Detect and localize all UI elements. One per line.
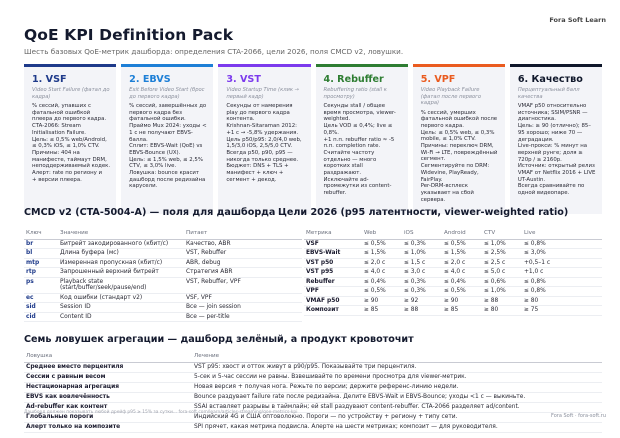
table-row xyxy=(24,363,602,373)
cmcd-table xyxy=(24,228,302,322)
table-row xyxy=(24,249,302,258)
cmcd-feeds: Стратегия ABR xyxy=(184,268,302,277)
cmcd-key: sid xyxy=(24,303,58,312)
target-cell: ≤ 1,5% xyxy=(442,249,482,258)
kpi-card-subtitle: Перцептуальный балл качества xyxy=(517,87,580,100)
table-row xyxy=(24,268,302,277)
target-cell: ≥ 92 xyxy=(402,296,442,305)
target-cell: ≤ 1,0% xyxy=(482,287,522,296)
target-cell: ≥ 90 xyxy=(362,296,402,305)
cmcd-key: ec xyxy=(24,293,58,302)
table-row xyxy=(24,383,602,393)
target-cell: ≤ 0,6% xyxy=(482,277,522,286)
target-cell: ≤ 2,5% xyxy=(482,249,522,258)
target-cell: +1,0 с xyxy=(522,268,602,277)
pitfalls-table xyxy=(24,351,602,433)
table-row xyxy=(24,277,302,293)
target-cell: ≤ 1,0% xyxy=(482,240,522,249)
kpi-card-text: VMAF p50 относительно источника; SSIM/PSNR — диагностика. Цель: ≥ 90 (отлично); 85–95 хорошо; ниже 70 — деградация. Live-прокси: % минут на верхней рунге; доля ≥ 720p / ≥ 2160p. Источник: открытый релиз VMAF от Netflix 2016 + LIVE UT-Austin. Всегда сравнивайте по одной видеопаре. xyxy=(517,103,596,197)
column-header: Android xyxy=(442,228,482,240)
target-cell: ≤ 0,5% xyxy=(442,240,482,249)
cmcd-feeds: Все — join session xyxy=(184,303,302,312)
kpi-card-subtitle: Video Start Failure (фатал до кадра) xyxy=(32,87,110,100)
table-row xyxy=(24,373,602,383)
column-header: Метрика xyxy=(304,228,362,240)
pitfall-remedy: SSAI вставляет разрывы в таймлайн; ей stall раздувают content-rebuffer. CTA-2066 разделяет ad/content. xyxy=(192,403,602,413)
target-cell: ≥ 88 xyxy=(402,306,442,315)
kpi-card-title: 3. VST xyxy=(226,74,261,85)
column-header: CTV xyxy=(482,228,522,240)
target-cell: ≥ 85 xyxy=(362,306,402,315)
footer-credit: Fora Soft · fora-soft.ru xyxy=(551,413,606,419)
table-row xyxy=(304,277,602,286)
cmcd-key: cid xyxy=(24,312,58,321)
metric-name: Композит xyxy=(304,306,362,315)
target-cell: ≤ 0,5% xyxy=(362,240,402,249)
pitfall-remedy: Индийский 4G и США оптоволокно. Пороги — по устройству + региону + типу сети. xyxy=(192,413,602,423)
target-cell: ≤ 1,5% xyxy=(362,249,402,258)
column-header: Значение xyxy=(58,228,184,240)
kpi-card-title: 5. VPF xyxy=(420,74,456,85)
column-header: Ловушка xyxy=(24,351,192,363)
target-cell: ≤ 0,8% xyxy=(522,240,602,249)
pitfall-name: Сессии с равным весом xyxy=(24,373,192,383)
kpi-card-subtitle: Rebuffering ratio (stall к просмотру) xyxy=(323,87,387,100)
metric-name: Rebuffer xyxy=(304,277,362,286)
column-header: Live xyxy=(522,228,602,240)
pitfall-name: Ad-rebuffer как контент xyxy=(24,403,192,413)
cmcd-key: mtp xyxy=(24,258,58,267)
kpi-card-title: 2. EBVS xyxy=(129,74,171,85)
table-row xyxy=(24,423,602,433)
target-cell: ≤ 0,8% xyxy=(522,287,602,296)
cmcd-value: Код ошибки (стандарт v2) xyxy=(58,293,184,302)
table-header-row xyxy=(304,228,602,240)
target-cell: ≤ 3,0% xyxy=(522,249,602,258)
table-row xyxy=(24,303,302,312)
target-cell: ≥ 80 xyxy=(482,306,522,315)
kpi-card-text: Секунды stall / общее время просмотра, viewer-weighted. Цель VOD ≤ 0,4%; live ≤ 0,8%. +1 п.п. rebuffer ratio ≈ -5 п.п. completion rate. Считайте частоту отдельно — много коротких stall раздражают. Исключайте ad-промежутки из content-rebuffer. xyxy=(323,103,396,197)
table-header-row xyxy=(24,228,302,240)
pitfall-name: Глобальные пороги xyxy=(24,413,192,423)
column-header: Питает xyxy=(184,228,302,240)
targets-heading: Цели 2026 (p95 латентности, viewer-weighted ratio) xyxy=(278,207,569,218)
metric-name: EBVS-Wait xyxy=(304,249,362,258)
table-row xyxy=(24,240,302,249)
kpi-card-rebuffer xyxy=(316,64,408,214)
table-row xyxy=(304,287,602,296)
table-row xyxy=(304,296,602,305)
kpi-card-vsf xyxy=(24,64,116,214)
target-cell: ≤ 2,0 с xyxy=(442,258,482,267)
brand-label: Fora Soft Learn xyxy=(549,16,606,24)
cmcd-feeds: ABR, debug xyxy=(184,258,302,267)
pitfalls-heading: Семь ловушек агрегации — дашборд зелёный, а продукт кровоточит xyxy=(24,334,414,345)
target-cell: +0,5–1 с xyxy=(522,258,602,267)
table-row xyxy=(304,249,602,258)
kpi-card-title: 1. VSF xyxy=(32,74,67,85)
kpi-card-vst xyxy=(218,64,310,214)
cmcd-value: Измеренная пропускная (кбит/с) xyxy=(58,258,184,267)
target-cell: ≤ 0,4% xyxy=(442,277,482,286)
target-cell: ≤ 0,8% xyxy=(522,277,602,286)
table-header-row xyxy=(24,351,602,363)
cmcd-key: bl xyxy=(24,249,58,258)
cmcd-feeds: VST, Rebuffer xyxy=(184,249,302,258)
target-cell: ≥ 85 xyxy=(442,306,482,315)
column-header: Лечение xyxy=(192,351,602,363)
target-cell: ≤ 0,3% xyxy=(402,277,442,286)
kpi-card-text: % сессий, завершённых до первого кадра без фатальной ошибки. Праймо Mux 2024: уходы < 1 с не получают EBVS-баллa. Сплит: EBVS-Wait (QoE) vs EBVS-Bounce (UX). Цель: ≤ 1,5% web, ≤ 2,5% CTV, ≤ 3,0% live. Ловушка: bounce красит дашборд после редизайна карусели. xyxy=(129,103,207,190)
table-row xyxy=(24,258,302,267)
kpi-card-quality xyxy=(510,64,602,214)
table-row xyxy=(304,268,602,277)
pitfall-remedy: Bounce раздувает failure rate после редизайна. Делите EBVS-Wait и EBVS-Bounce; уходы <1 с — выкиньте. xyxy=(192,393,602,403)
cmcd-feeds: Качество, ABR xyxy=(184,240,302,249)
cmcd-key: br xyxy=(24,240,58,249)
column-header: iOS xyxy=(402,228,442,240)
metric-name: VST p95 xyxy=(304,268,362,277)
cmcd-feeds: Все — per-title xyxy=(184,312,302,321)
target-cell: ≥ 80 xyxy=(522,296,602,305)
column-header: Web xyxy=(362,228,402,240)
metric-name: VPF xyxy=(304,287,362,296)
target-cell: ≤ 0,3% xyxy=(402,240,442,249)
metric-name: VST p50 xyxy=(304,258,362,267)
cmcd-feeds: VSF, VPF xyxy=(184,293,302,302)
kpi-card-subtitle: Exit Before Video Start (брос до первого кадра) xyxy=(129,87,205,100)
pitfall-name: EBVS как вовлечённость xyxy=(24,393,192,403)
pitfall-remedy: SPI прячет, какая метрика подвисла. Алерте на шести метриках; композит — для руководителя. xyxy=(192,423,602,433)
metric-name: VSF xyxy=(304,240,362,249)
table-row xyxy=(24,293,302,302)
cmcd-value: Session ID xyxy=(58,303,184,312)
table-row xyxy=(304,240,602,249)
column-header: Ключ xyxy=(24,228,58,240)
metric-name: VMAF p50 xyxy=(304,296,362,305)
table-row xyxy=(24,312,302,321)
page-title: QoE KPI Definition Pack xyxy=(24,26,234,44)
target-cell: ≥ 88 xyxy=(482,296,522,305)
table-row xyxy=(304,306,602,315)
footer-note: Дашборд должен показывать любой дрейф p95 ≥ 15% за сутки... fora-soft.com/learn/articles-streaming/qoe-metrics-kpi xyxy=(24,410,298,415)
kpi-card-subtitle: Video Playback Failure (фатал после первого кадра) xyxy=(420,87,482,106)
target-cell: ≤ 4,0 с xyxy=(442,268,482,277)
kpi-card-title: 6. Качество xyxy=(517,74,583,85)
target-cell: ≤ 2,0 с xyxy=(362,258,402,267)
page-subtitle: Шесть базовых QoE-метрик дашборда: определения CTA-2066, цели 2026, поля CMCD v2, ловушки. xyxy=(24,47,404,56)
kpi-card-text: % сессий, умерших фатальной ошибкой после первого кадра. Цель: ≤ 0,5% web, ≤ 0,3% mobile, ≤ 1,0% CTV. Причины: переключ DRM, Wi-Fi → LTE, повреждённый сегмент. Сегментируйте по DRM: Widevine, PlayReady, FairPlay. Per-DRM-всплеск указывает на сбой сервера. xyxy=(420,109,498,203)
cmcd-value: Битрейт закодированного (кбит/с) xyxy=(58,240,184,249)
kpi-card-vpf xyxy=(413,64,505,214)
target-cell: ≤ 0,5% xyxy=(362,287,402,296)
cmcd-value: Запрошенный верхний битрейт xyxy=(58,268,184,277)
table-row xyxy=(24,393,602,403)
target-cell: ≤ 1,5 с xyxy=(402,258,442,267)
kpi-card-text: Секунды от намерения play до первого кадра контента. Krishnan-Sitaraman 2012: +1 с → -5,8% удержания. Цель p50/p95: 2,0/4,0 web, 1,5/3,0 iOS, 2,5/5,0 CTV. Всегда p50, p90, p95 — никогда только среднее. Бюджет: DNS + TLS + манифест + ключ + сегмент + декод. xyxy=(226,103,302,183)
pitfall-name: Среднее вместо перцентиля xyxy=(24,363,192,373)
target-cell: ≥ 90 xyxy=(442,296,482,305)
targets-table xyxy=(304,228,602,316)
pitfall-remedy: VST p95: хвост и отток живут в p90/p95. Показывайте три перцентиля. xyxy=(192,363,602,373)
cmcd-value: Content ID xyxy=(58,312,184,321)
pitfall-remedy: Новая версия + получая нога. Режьте по версии; держите референс-линию недели. xyxy=(192,383,602,393)
cmcd-heading: CMCD v2 (CTA-5004-A) — поля для дашборда xyxy=(24,207,276,218)
kpi-card-title: 4. Rebuffer xyxy=(323,74,384,85)
pitfall-name: Алерт только на композите xyxy=(24,423,192,433)
cmcd-value: Длина буфера (мс) xyxy=(58,249,184,258)
target-cell: ≥ 75 xyxy=(522,306,602,315)
kpi-cards xyxy=(24,64,602,214)
cmcd-feeds: VST, Rebuffer, VPF xyxy=(184,277,302,293)
table-row xyxy=(304,258,602,267)
cmcd-key: ps xyxy=(24,277,58,293)
kpi-card-ebvs xyxy=(121,64,213,214)
cmcd-value: Playback state (start/buffer/seek/pause/end) xyxy=(58,277,184,293)
target-cell: ≤ 1,0% xyxy=(402,249,442,258)
target-cell: ≤ 0,5% xyxy=(442,287,482,296)
kpi-card-text: % сессий, упавших с фатальной ошибкой плеера до первого кадра. CTA-2066: Stream Initialisation Failure. Цель: ≤ 0,5% web/Android, ≤ 0,3% iOS, ≤ 1,0% CTV. Причины: 404 на манифесте, таймаут DRM, неподдерживаемый кодек. Алерт: rate по региону и + версии плеера. xyxy=(32,103,111,183)
target-cell: ≤ 3,0 с xyxy=(402,268,442,277)
target-cell: ≤ 0,3% xyxy=(402,287,442,296)
pitfall-remedy: 5-сек и 5-час сессии не равны. Взвешивайте по времени просмотра для viewer-метрик. xyxy=(192,373,602,383)
target-cell: ≤ 4,0 с xyxy=(362,268,402,277)
pitfall-name: Нестационарная агрегация xyxy=(24,383,192,393)
kpi-card-subtitle: Video Startup Time (клик → первый кадр) xyxy=(226,87,300,100)
cmcd-key: rtp xyxy=(24,268,58,277)
target-cell: ≤ 0,4% xyxy=(362,277,402,286)
target-cell: ≤ 5,0 с xyxy=(482,268,522,277)
target-cell: ≤ 2,5 с xyxy=(482,258,522,267)
